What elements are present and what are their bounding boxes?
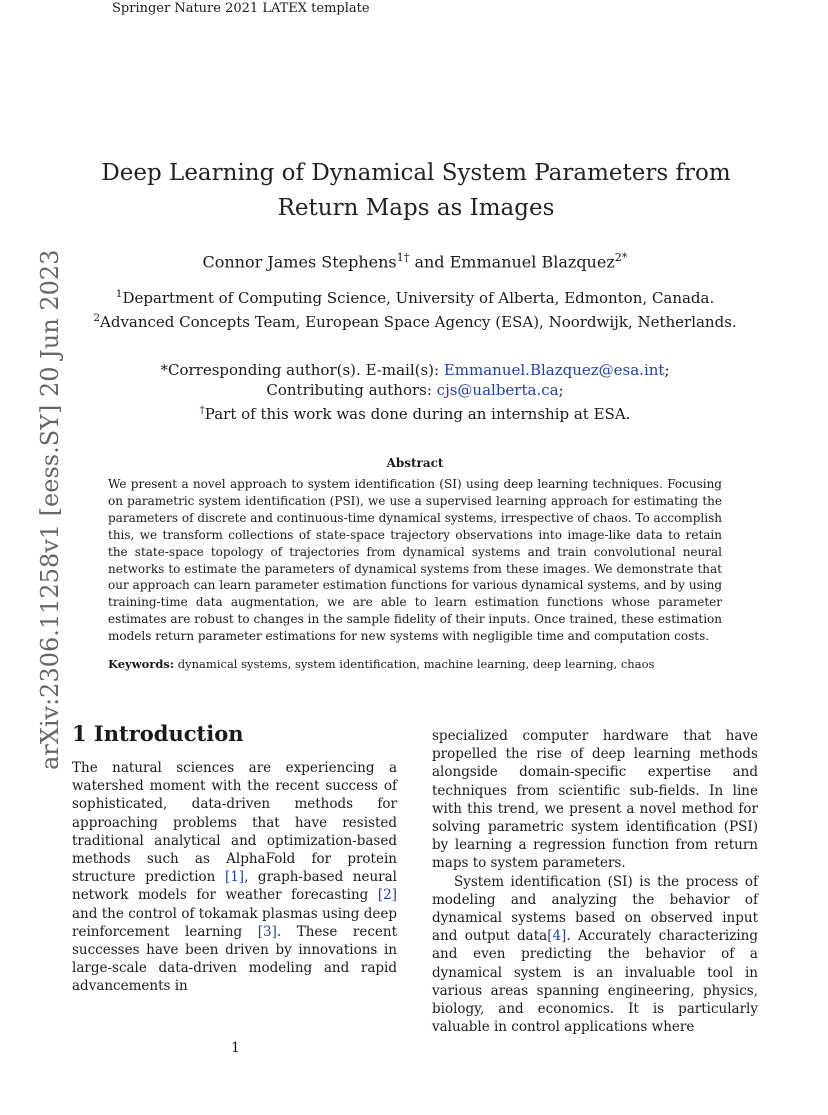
abstract-text: We present a novel approach to system identification (SI) using deep learning techniques. Focusing on parametric system identification (PSI), we use a supervised learning approach for estimating the parameters of discrete and continuous-time dynamical systems, irrespective of chaos. To accomplish this, we transform collections of state-space trajectory observations into image-like data to retain the state-space topology of trajectories from dynamical systems and train convolutional neural networks to estimate the parameters of dynamical systems from these images. We demonstrate that our approach can learn parameter estimation functions for various dynamical systems, and by using training-time data augmentation, we are able to learn estimation functions whose parameter estimates are robust to changes in the sample fidelity of their inputs. Once trained, these estimation models return parameter estimations for new systems with negligible time and computation costs. [108, 477, 722, 644]
contact-info [60, 360, 770, 424]
running-header: Springer Nature 2021 LATEX template [112, 1, 370, 16]
paper-title: Deep Learning of Dynamical System Parameters from Return Maps as Images [101, 160, 731, 221]
corresponding-author: *Corresponding author(s). E-mail(s): Emmanuel.Blazquez@esa.int; [160, 361, 670, 379]
left-column-text: The natural sciences are experiencing a watershed moment with the recent success of sophisticated, data-driven methods for approaching problems that have resisted traditional analytical and optimization-based methods such as AlphaFold for protein structure prediction [1], graph-based neural network models for weather forecasting [2] and the control of tokamak plasmas using deep reinforcement learning [3]. These recent successes have been driven by innovations in large-scale data-driven modeling and rapid advancements in [72, 760, 398, 995]
contributing-authors: Contributing authors: cjs@ualberta.ca; [266, 381, 564, 399]
author-conjunction: and [409, 252, 450, 272]
citation-link[interactable]: [1] [224, 869, 245, 886]
author-2-mark: 2* [614, 251, 628, 264]
author-2: Emmanuel Blazquez [449, 252, 615, 272]
abstract-heading: Abstract [386, 456, 444, 470]
contributing-email-link[interactable]: cjs@ualberta.ca [436, 381, 559, 399]
right-column-text [432, 727, 758, 1036]
section-heading: 1 Introduction [72, 721, 244, 746]
citation-link[interactable]: [2] [377, 887, 397, 904]
authors [60, 251, 770, 271]
author-1-mark: 1† [396, 251, 410, 264]
affiliation-2: $^2$Advanced Concepts Team, European Space Agency (ESA), Noordwijk, Netherlands. [93, 312, 737, 331]
keywords-label: Keywords: [108, 657, 175, 671]
arxiv-identifier: arXiv:2306.11258v1 [eess.SY] 20 Jun 2023 [36, 249, 64, 770]
citation-link[interactable]: [3] [257, 923, 277, 940]
citation-link[interactable]: [4] [547, 928, 567, 945]
internship-note: †Part of this work was done during an internship at ESA. [199, 404, 631, 423]
affiliations [60, 284, 770, 332]
keywords-list: dynamical systems, system identification, machine learning, deep learning, chaos [174, 657, 655, 671]
corresponding-email-link[interactable]: Emmanuel.Blazquez@esa.int [443, 361, 665, 379]
page-number: 1 [231, 1040, 240, 1056]
paragraph: System identification (SI) is the process of modeling and analyzing the behavior of dynamical systems based on observed input and output data[4]. Accurately characterizing and even predicting the behavior of a dynamical system is an invaluable tool in various areas spanning engineering, physics, biology, and economics. It is particularly valuable in control applications where [432, 873, 759, 1036]
author-1: Connor James Stephens [202, 252, 397, 272]
paragraph: specialized computer hardware that have propelled the rise of deep learning methods alongside domain-specific expertise and techniques from scientific sub-fields. In line with this trend, we present a novel method for solving parametric system identification (PSI) by learning a regression function from return maps to system parameters. [432, 728, 758, 872]
affiliation-1: $^1$Department of Computing Science, University of Alberta, Edmonton, Canada. [115, 288, 715, 307]
keywords [108, 657, 722, 671]
